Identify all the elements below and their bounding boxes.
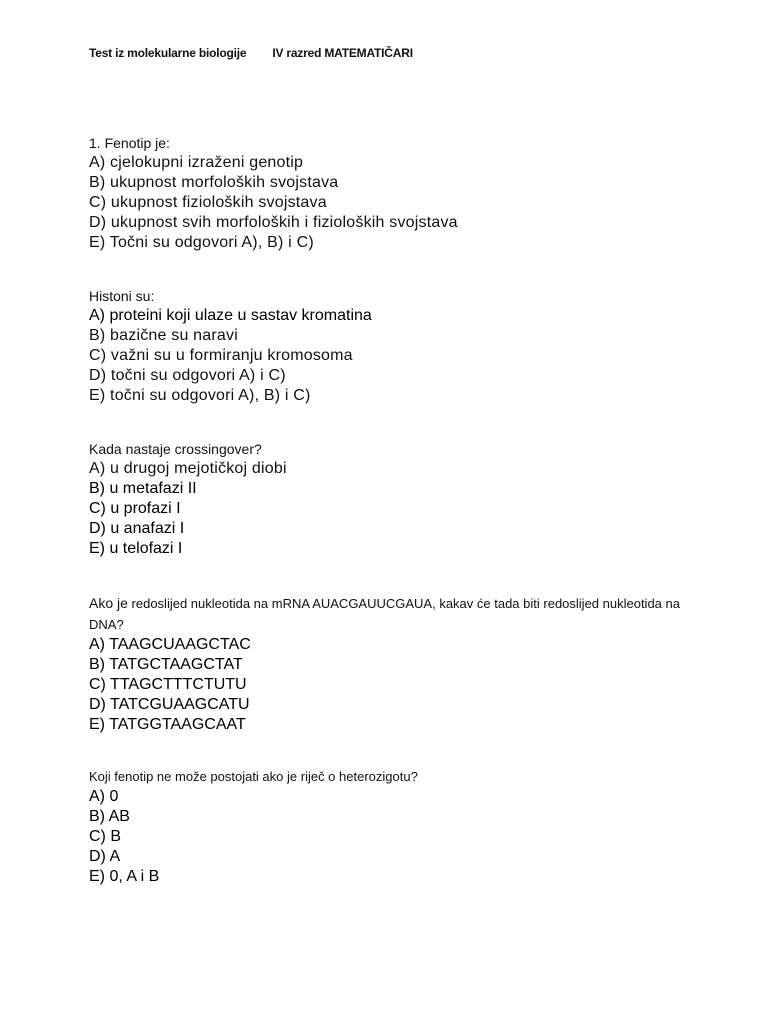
option-d: D) A <box>89 848 121 865</box>
answer-options <box>89 306 689 406</box>
question-prompt-lead: Ako je <box>89 595 128 611</box>
question-prompt-body: redoslijed nukleotida na mRNA AUACGAUUCGAUA, kakav će tada biti redoslijed nukleotida na DNA? <box>89 596 680 632</box>
question-5 <box>89 766 689 887</box>
option-d: D) TATCGUAAGCATU <box>89 696 250 713</box>
option-c: C) B <box>89 828 121 845</box>
question-4 <box>89 593 689 735</box>
option-e: E) Točni su odgovori A), B) i C) <box>89 234 314 251</box>
option-d: D) u anafazi I <box>89 520 185 537</box>
option-b: B) bazične su naravi <box>89 327 238 344</box>
option-b: B) AB <box>89 808 130 825</box>
option-e: E) u telofazi I <box>89 540 183 557</box>
question-2 <box>89 286 689 406</box>
option-a: A) cjelokupni izraženi genotip <box>89 154 304 171</box>
page-header <box>89 46 413 60</box>
option-b: B) TATGCTAAGCTAT <box>89 656 243 673</box>
option-b: B) u metafazi II <box>89 480 197 497</box>
answer-options <box>89 153 689 253</box>
option-e: E) točni su odgovori A), B) i C) <box>89 387 311 404</box>
option-c: C) u profazi I <box>89 500 181 517</box>
option-c: C) TTAGCTTTCTUTU <box>89 676 247 693</box>
option-c: C) ukupnost fizioloških svojstava <box>89 194 327 211</box>
option-b: B) ukupnost morfoloških svojstava <box>89 174 339 191</box>
option-a: A) 0 <box>89 788 119 805</box>
option-a: A) proteini koji ulaze u sastav kromatina <box>89 307 372 324</box>
option-c: C) važni su u formiranju kromosoma <box>89 347 353 364</box>
question-prompt-body: Koji fenotip ne može postojati ako je riječ o heterozigotu? <box>89 769 418 784</box>
option-d: D) točni su odgovori A) i C) <box>89 367 286 384</box>
option-a: A) u drugoj mejotičkoj diobi <box>89 460 287 477</box>
question-prompt <box>89 766 689 787</box>
question-prompt <box>89 593 689 635</box>
class-label: IV razred MATEMATIČARI <box>272 46 413 60</box>
test-title: Test iz molekularne biologije <box>89 46 247 60</box>
answer-options <box>89 787 689 887</box>
option-e: E) 0, A i B <box>89 868 160 885</box>
option-e: E) TATGGTAAGCAAT <box>89 716 246 733</box>
answer-options <box>89 635 689 735</box>
question-prompt: Histoni su: <box>89 288 155 304</box>
question-prompt: Kada nastaje crossingover? <box>89 441 262 457</box>
answer-options <box>89 459 689 559</box>
question-prompt: 1. Fenotip je: <box>89 135 170 151</box>
option-d: D) ukupnost svih morfoloških i fizioloških svojstava <box>89 214 458 231</box>
question-3 <box>89 439 689 559</box>
question-1 <box>89 133 689 253</box>
option-a: A) TAAGCUAAGCTAC <box>89 636 251 653</box>
